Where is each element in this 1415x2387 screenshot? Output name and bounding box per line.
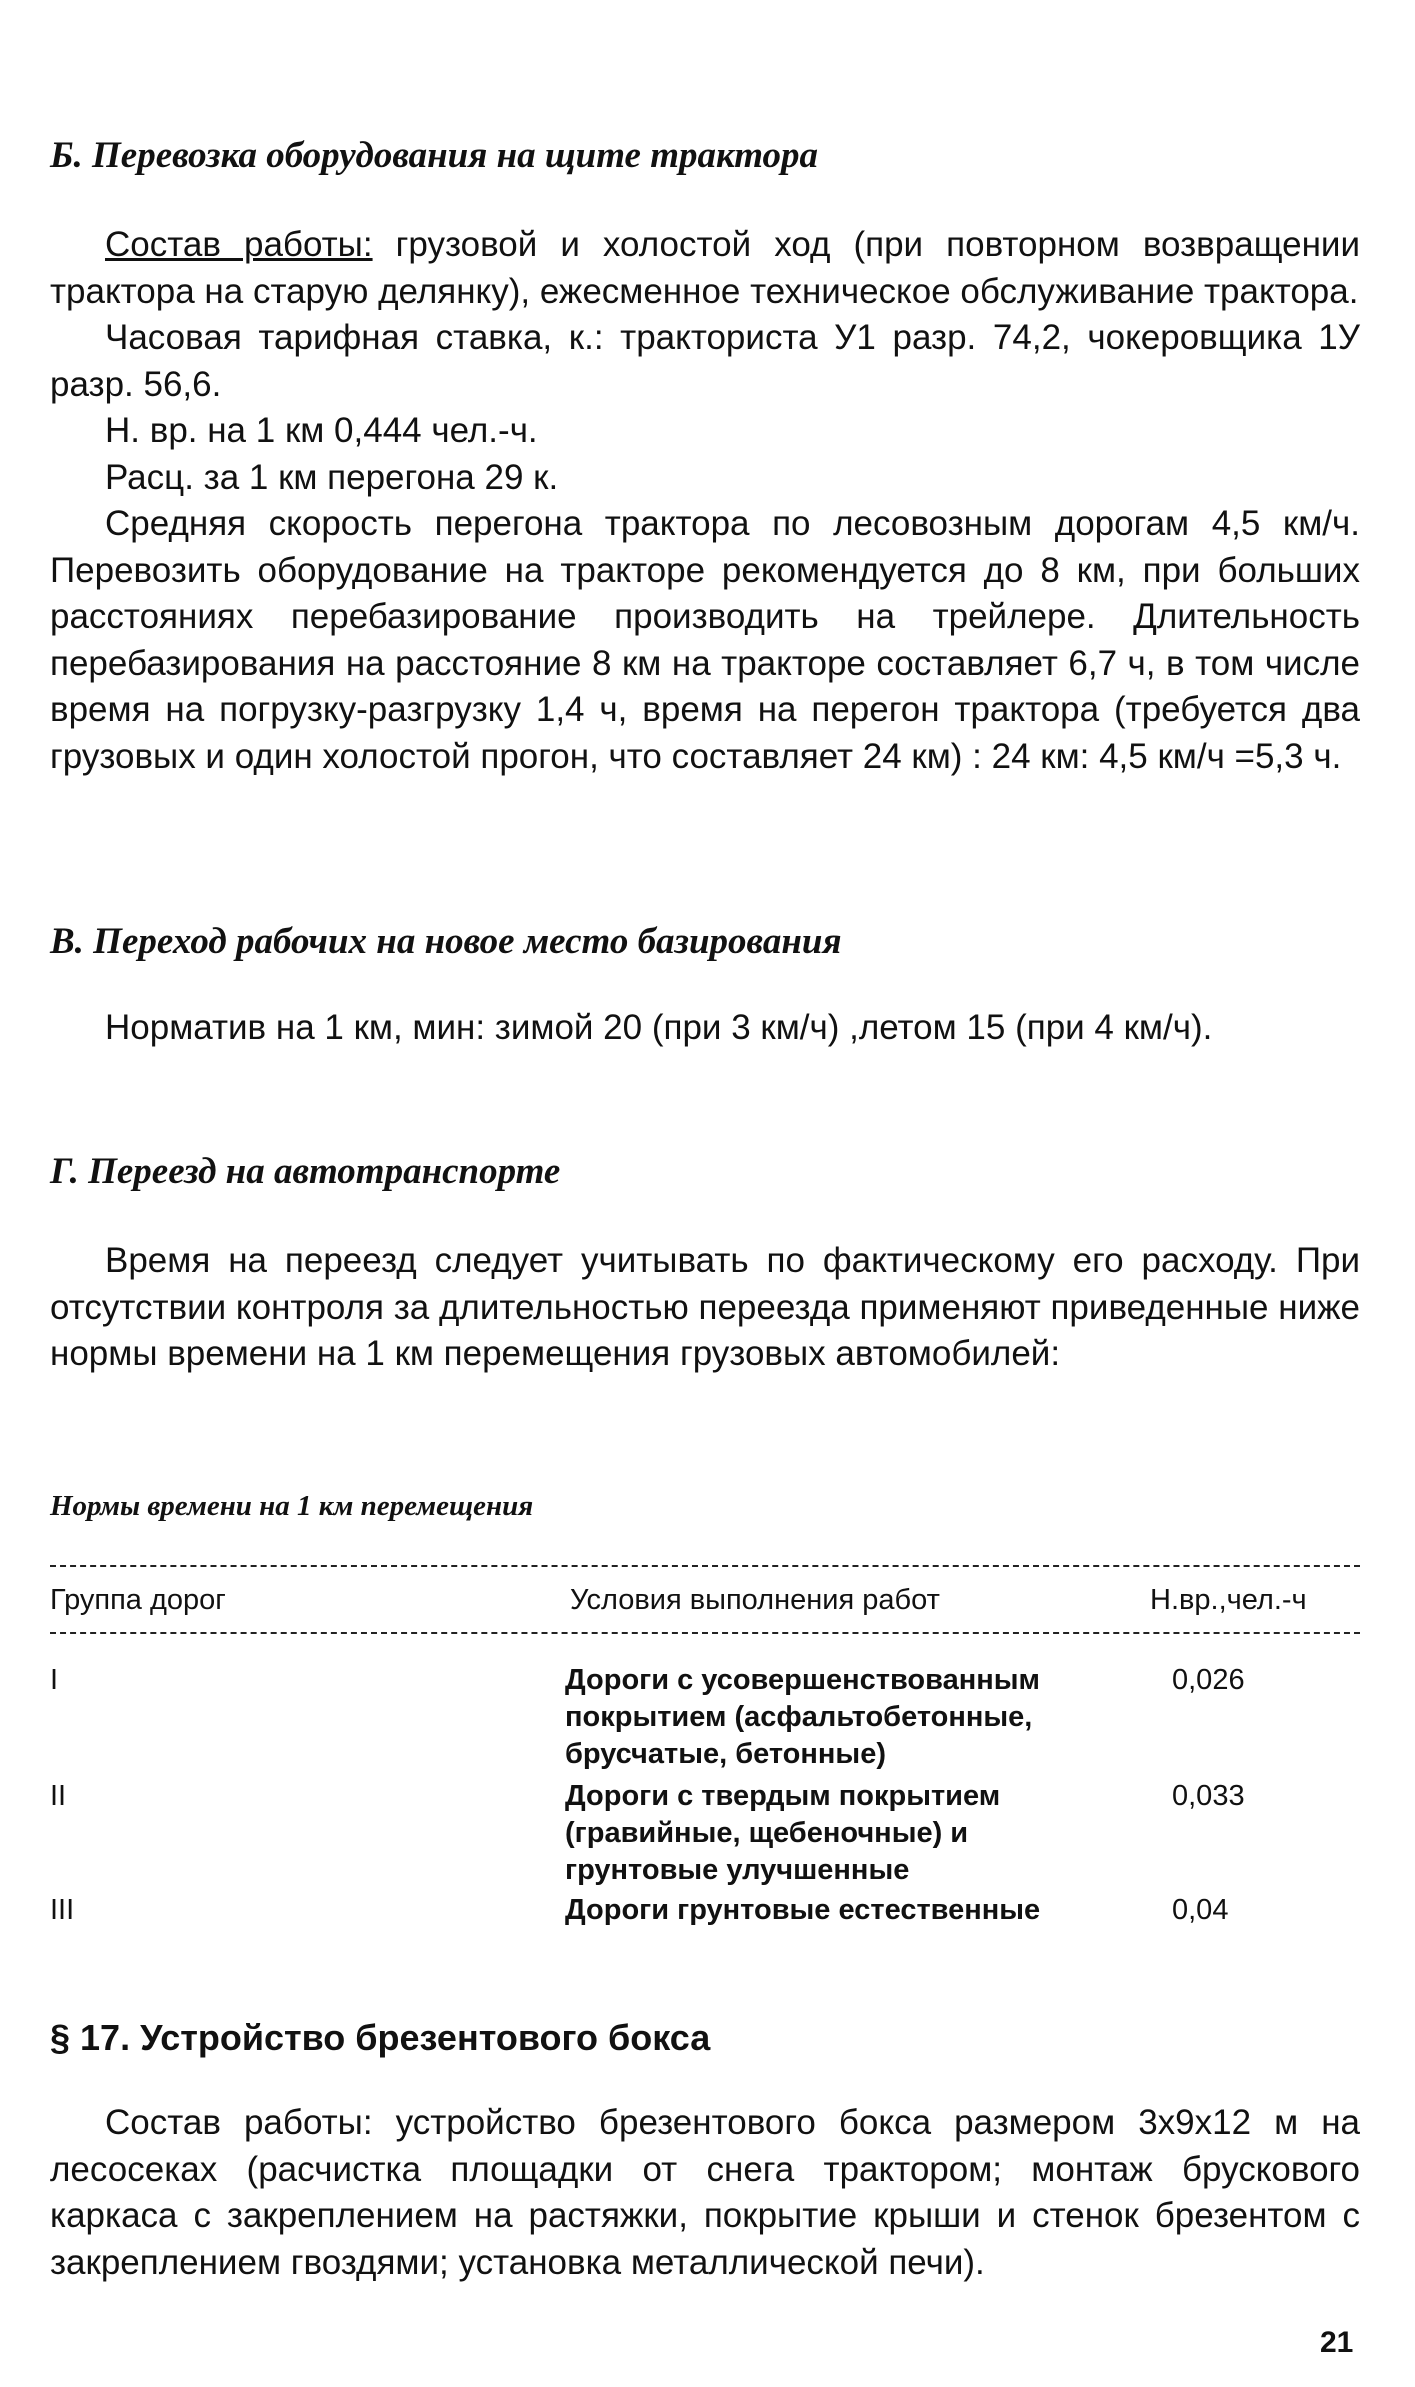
page-number: 21 [1320, 2326, 1354, 2359]
transport-paragraph: Время на переезд следует учитывать по фактическому его расходу. При отсутствии контроля за длительностью переезда применяют приведенные ниже нормы времени на 1 км перемещения грузовых автомобилей: [50, 1241, 1360, 1373]
table-row-2-desc: Дороги с твердым покрытием (гравийные, щебеночные) и грунтовые улучшенные [565, 1780, 1001, 1886]
table-caption: Нормы времени на 1 км перемещения [50, 1490, 534, 1522]
section-b-body [50, 222, 1360, 780]
section-g-heading: Г. Переезд на автотранспорте [50, 1151, 561, 1192]
price-paragraph: Расц. за 1 км перегона 29 к. [105, 457, 559, 497]
table-header-conditions: Условия выполнения работ [570, 1584, 940, 1616]
section-17-body [50, 2100, 1360, 2286]
section-v-body [50, 1005, 1360, 1052]
table-row-1-desc: Дороги с усовершенствованным покрытием (асфальтобетонные, брусчатые, бетонные) [565, 1664, 1040, 1770]
table-header-group: Группа дорог [50, 1584, 226, 1616]
section-b-heading: Б. Перевозка оборудования на щите трактора [50, 135, 819, 176]
tariff-rate-paragraph: Часовая тарифная ставка, к.: тракториста У1 разр. 74,2, чокеровщика 1У разр. 56,6. [50, 318, 1360, 404]
composition-text: грузовой и холостой ход (при повторном возвращении трактора на старую делянку), ежесменное техническое обслуживание трактора. [50, 225, 1360, 311]
table-row-1-group: I [50, 1664, 59, 1696]
table-row-3-desc: Дороги грунтовые естественные [565, 1894, 1041, 1926]
composition-label: Состав работы: [105, 225, 373, 264]
table-row-3-value: 0,04 [1172, 1894, 1229, 1926]
table-header-norm: Н.вр.,чел.-ч [1150, 1584, 1307, 1616]
walking-norm-paragraph: Норматив на 1 км, мин: зимой 20 (при 3 км/ч) ,летом 15 (при 4 км/ч). [105, 1008, 1213, 1047]
composition-paragraph [50, 222, 1360, 315]
box-composition-paragraph: Состав работы: устройство брезентового бокса размером 3х9х12 м на лесосеках (расчистка площадки от снега трактором; монтаж брускового каркаса с закреплением на растяжки, покрытие крыши и стенок брезентом с закреплением гвоздями; установка металлической печи). [50, 2103, 1360, 2282]
table-row-1-value: 0,026 [1172, 1664, 1245, 1696]
table-row-2-group: II [50, 1780, 67, 1812]
speed-paragraph: Средняя скорость перегона трактора по лесовозным дорогам 4,5 км/ч. Перевозить оборудование на тракторе рекомендуется до 8 км, при больших расстояниях перебазирование производить на трейлере. Длительность перебазирования на расстояние 8 км на тракторе составляет 6,7 ч, в том числе время на погрузку-разгрузку 1,4 ч, время на перегон трактора (требуется два грузовых и один холостой прогон, что составляет 24 км) : 24 км: 4,5 км/ч =5,3 ч. [50, 504, 1360, 776]
table-top-rule [50, 1565, 1360, 1567]
section-g-body [50, 1238, 1360, 1378]
table-row-3-group: III [50, 1894, 75, 1926]
table-row-2-value: 0,033 [1172, 1780, 1245, 1812]
table-header-rule [50, 1632, 1360, 1634]
section-v-heading: В. Переход рабочих на новое место базирования [50, 921, 842, 962]
time-norm-paragraph: Н. вр. на 1 км 0,444 чел.-ч. [105, 411, 538, 450]
section-17-heading: § 17. Устройство брезентового бокса [50, 2017, 711, 2058]
